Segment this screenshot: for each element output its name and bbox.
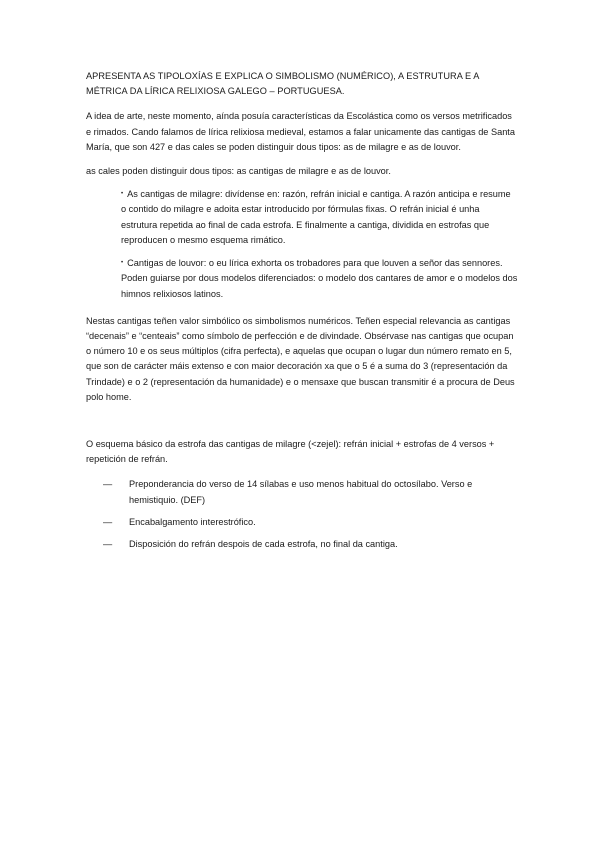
symbolism-paragraph: Nestas cantigas teñen valor simbólico os simbolismos numéricos. Teñen especial relevancia as cantigas “decenais” e “centeais” como símbolo de perfección e de divindade. Obsérvase nas cantigas que ocupan o número 10 e os seus múltiplos (cifra perfecta), e aquelas que ocupan o lugar dun número remato en 5, que son de carácter máis extenso e con maior decoración xa que o 5 é a suma do 3 (representación da Trindade) e o 2 (representación da humanidade) e o mensaxe que buscan transmitir é a procura de Deus polo home. [86, 315, 515, 402]
document-title: APRESENTA AS TIPOLOXÍAS E EXPLICA O SIMBOLISMO (NUMÉRICO), A ESTRUTURA E A MÉTRICA DA LÍRICA RELIXIOSA GALEGO – PORTUGUESA. [86, 71, 479, 97]
dash-icon: — [103, 479, 113, 490]
types-paragraph: as cales poden distinguir dous tipos: as cantigas de milagre e as de louvor. [86, 166, 391, 177]
list-item-text: Encabalgamento interestrófico. [129, 516, 256, 527]
dash-icon: — [103, 538, 113, 549]
dash-icon: — [103, 516, 113, 527]
list-item-text: As cantigas de milagre: divídense en: razón, refrán inicial e cantiga. A razón anticipa e resume o contido do milagre e adoita estar introducido por fórmulas fixas. O refrán inicial é unha estrutura repetida ao final de cada estrofa. E finalmente a cantiga, dividida en estrofas que reproducen o mesmo esquema rimático. [121, 189, 511, 245]
list-item [121, 256, 518, 302]
intro-paragraph: A idea de arte, neste momento, aínda posuía características da Escolástica como os versos metrificados e rimados. Cando falamos de lírica relixiosa medieval, estamos a falar unicamente das cantigas de Santa María, que son 427 e das cales se poden distinguir dous tipos: as de milagre e as de louvor. [86, 111, 515, 152]
scheme-paragraph: O esquema básico da estrofa das cantigas de milagre (<zejel): refrán inicial + estrofas de 4 versos + repetición de refrán. [86, 438, 495, 465]
list-item [103, 537, 518, 552]
bullet-icon: • [121, 191, 124, 198]
list-item-text: Cantigas de louvor: o eu lírica exhorta os trobadores para que louven a señor das sennores. Poden guiarse por dous modelos diferenciados: o modelo dos cantares de amor e o modelos dos himnos relixiosos latinos. [121, 258, 518, 299]
list-item [103, 477, 518, 507]
list-item-text: Preponderancia do verso de 14 sílabas e uso menos habitual do octosílabo. Verso e hemistiquio. (DEF) [129, 479, 473, 505]
list-item [121, 187, 518, 248]
list-item [103, 515, 518, 530]
list-item-text: Disposición do refrán despois de cada estrofa, no final da cantiga. [129, 538, 398, 549]
bullet-icon: • [121, 260, 124, 267]
dash-list [86, 477, 518, 552]
bullet-list [86, 187, 518, 302]
